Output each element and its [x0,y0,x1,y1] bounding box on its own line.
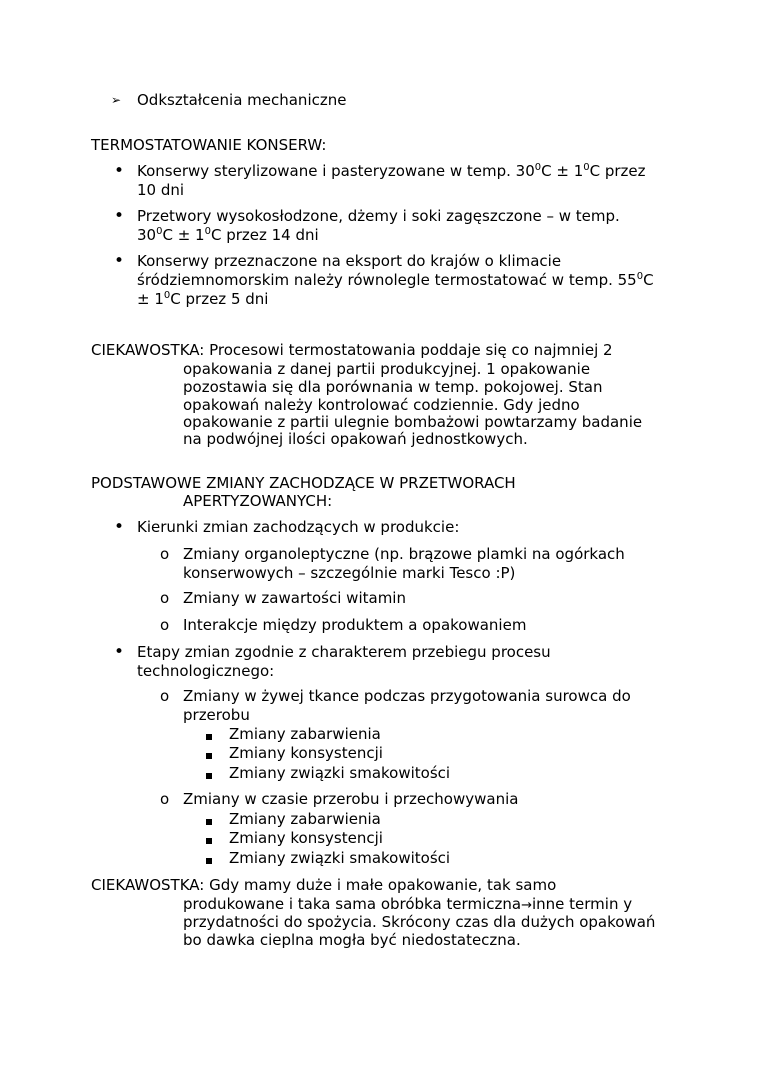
note-line: opakowania z danej partii produkcyjnej. 1 opakowanie [183,360,591,378]
circle-bullet-icon: o [160,616,170,634]
list-item: Przetwory wysokosłodzone, dżemy i soki zagęszczone – w temp. [137,207,620,225]
circle-bullet-icon: o [160,589,170,607]
sub-list-item: Zmiany w czasie przerobu i przechowywania [183,790,519,808]
right-arrow-icon: → [521,898,532,913]
sub-sub-list-item: Zmiany zabarwienia [229,725,381,743]
note-line: produkowane i taka sama obróbka termiczna→inne termin y [183,895,633,913]
square-bullet-icon [206,850,212,869]
note-line: pozostawia się dla porównania w temp. pokojowej. Stan [183,378,603,396]
section-heading: PODSTAWOWE ZMIANY ZACHODZĄCE W PRZETWORACH [91,474,516,492]
circle-bullet-icon: o [160,545,170,563]
square-bullet-icon [206,811,212,830]
arrow-bullet-icon: ➢ [111,93,122,107]
list-item: Etapy zmian zgodnie z charakterem przebiegu procesu [137,643,551,661]
circle-bullet-icon: o [160,790,170,808]
sub-list-item: Interakcje między produktem a opakowaniem [183,616,527,634]
list-item: Konserwy sterylizowane i pasteryzowane w temp. $30^0C \pm 1^0C$ przez [137,162,646,180]
bullet-icon: • [114,251,125,271]
sub-sub-list-item: Zmiany związki smakowitości [229,764,451,782]
sub-list-item-continuation: przerobu [183,706,250,724]
sub-list-item: Zmiany w żywej tkance podczas przygotowania surowca do [183,687,631,705]
note-paragraph: CIEKAWOSTKA: Gdy mamy duże i małe opakowanie, tak samo [91,876,557,894]
square-bullet-icon [206,830,212,849]
circle-bullet-icon: o [160,687,170,705]
list-item-continuation: $30^0C \pm 1^0C$ przez 14 dni [137,226,319,244]
note-paragraph: CIEKAWOSTKA: Procesowi termostatowania poddaje się co najmniej 2 [91,341,613,359]
section-heading: TERMOSTATOWANIE KONSERW: [91,136,327,154]
list-item: Odkształcenia mechaniczne [137,91,347,109]
sub-list-item-continuation: konserwowych – szczególnie marki Tesco :P) [183,564,516,582]
note-line: przydatności do spożycia. Skrócony czas dla dużych opakowań [183,913,656,931]
list-item: Konserwy przeznaczone na eksport do krajów o klimacie [137,252,562,270]
note-line: opakowanie z partii ulegnie bombażowi powtarzamy badanie [183,413,643,431]
list-item-continuation: technologicznego: [137,662,275,680]
square-bullet-icon [206,726,212,745]
section-heading-continuation: APERTYZOWANYCH: [183,492,333,510]
sub-sub-list-item: Zmiany zabarwienia [229,810,381,828]
sub-sub-list-item: Zmiany konsystencji [229,829,383,847]
list-item-continuation: śródziemnomorskim należy równolegle termostatować w temp. $55^0C$ [137,271,654,289]
bullet-icon: • [114,517,125,537]
list-item: Kierunki zmian zachodzących w produkcie: [137,518,460,536]
list-item-continuation: 10 dni [137,181,185,199]
square-bullet-icon [206,745,212,764]
note-line: bo dawka cieplna mogła być niedostateczna. [183,931,521,949]
sub-list-item: Zmiany w zawartości witamin [183,589,406,607]
sub-sub-list-item: Zmiany konsystencji [229,744,383,762]
sub-list-item: Zmiany organoleptyczne (np. brązowe plamki na ogórkach [183,545,625,563]
bullet-icon: • [114,206,125,226]
note-line: opakowań należy kontrolować codziennie. Gdy jedno [183,396,580,414]
list-item-continuation: ± $1^0C$ przez 5 dni [137,290,269,308]
bullet-icon: • [114,161,125,181]
bullet-icon: • [114,642,125,662]
note-line: na podwójnej ilości opakowań jednostkowych. [183,430,528,448]
square-bullet-icon [206,765,212,784]
sub-sub-list-item: Zmiany związki smakowitości [229,849,451,867]
